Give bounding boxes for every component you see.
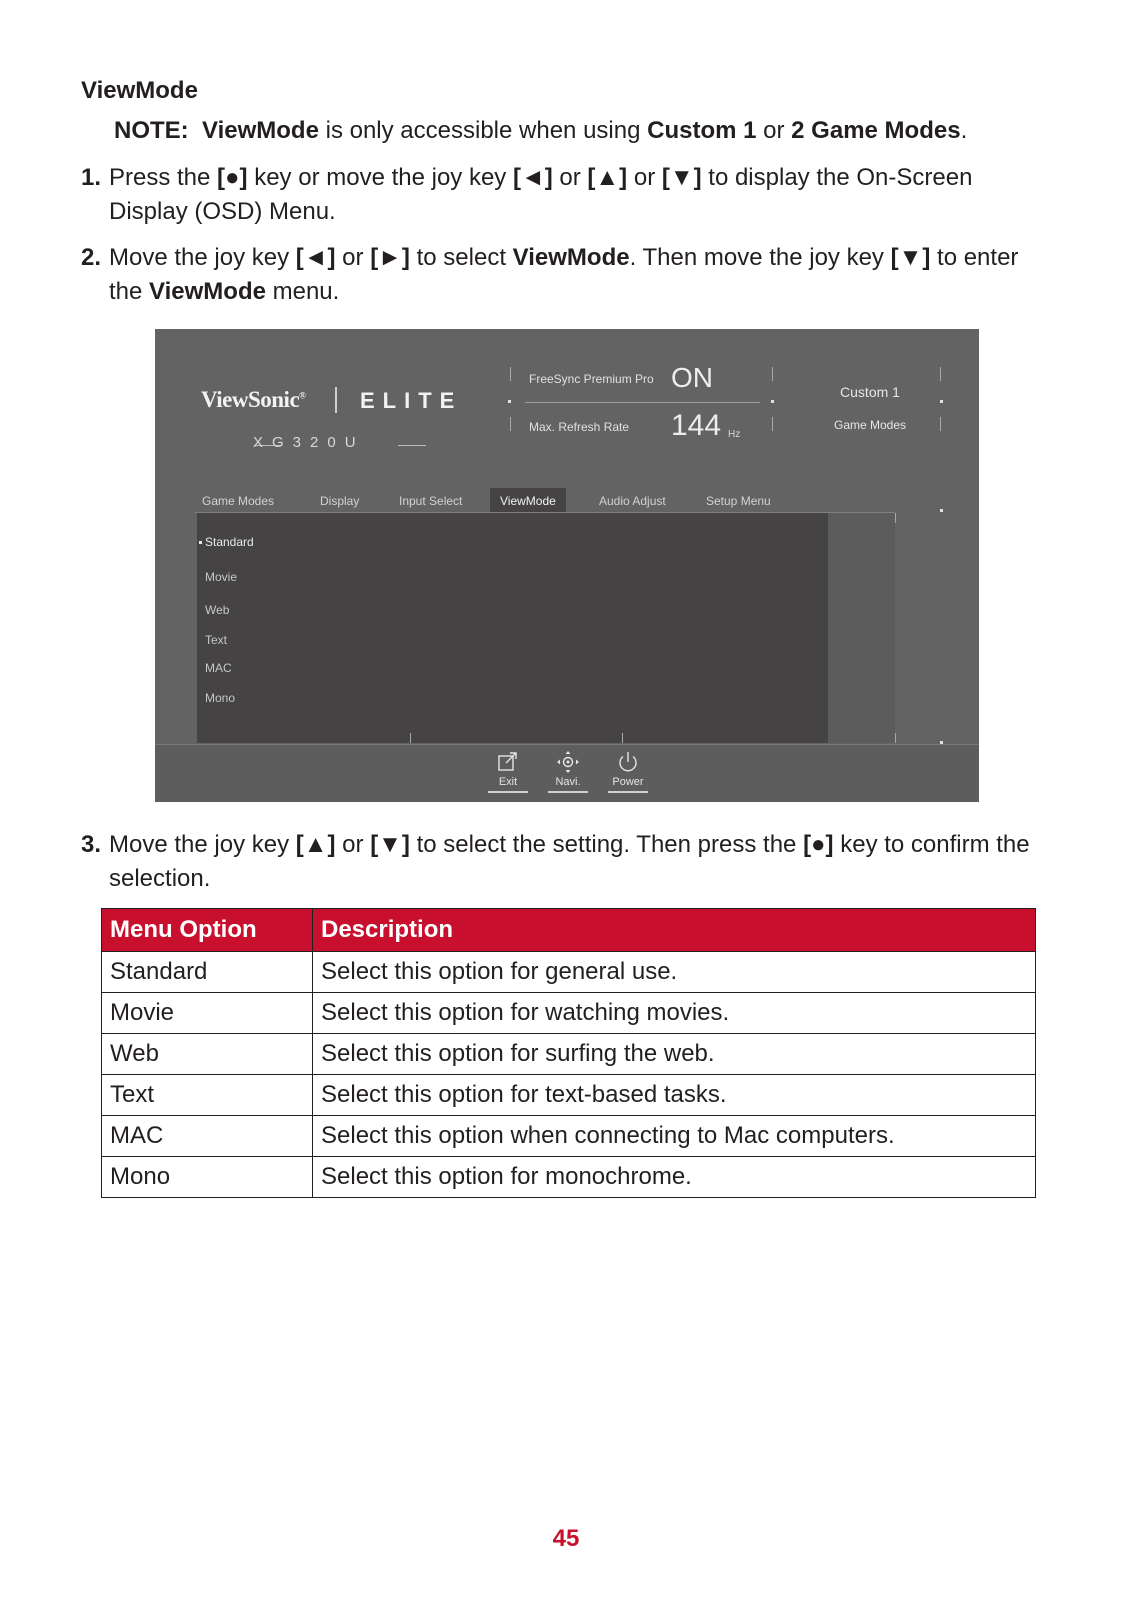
- dot: [508, 400, 511, 403]
- viewmode-panel: [197, 513, 828, 743]
- divider: [510, 367, 511, 381]
- step-1: 1. Press the [●] key or move the joy key [◄] or [▲] or [▼] to display the On-Screen Display (OSD) Menu.: [81, 161, 1051, 229]
- divider: [772, 367, 773, 381]
- description-cell: Select this option for general use.: [313, 952, 1036, 993]
- header-description: Description: [313, 909, 1036, 952]
- freesync-label: FreeSync Premium Pro: [529, 372, 654, 386]
- tab-audio-adjust[interactable]: Audio Adjust: [599, 494, 666, 508]
- button-underline: [488, 791, 528, 793]
- key-left: [◄]: [512, 164, 553, 191]
- note-custom1: Custom 1: [647, 117, 757, 144]
- exit-label: Exit: [498, 776, 518, 788]
- viewmode-options-table: [101, 908, 1036, 1198]
- description-cell: Select this option when connecting to Mac computers.: [313, 1116, 1036, 1157]
- divider: [895, 733, 896, 743]
- logo-divider: [335, 387, 337, 413]
- key-left: [◄]: [295, 244, 336, 271]
- key-press: [●]: [803, 831, 834, 858]
- key-right: [►]: [370, 244, 410, 271]
- current-mode-group: Game Modes: [833, 418, 907, 432]
- key-down: [▼]: [370, 831, 410, 858]
- dot: [940, 509, 943, 512]
- divider: [940, 417, 941, 431]
- exit-button[interactable]: [488, 744, 528, 793]
- elite-logo: ELITE: [360, 388, 463, 413]
- page-number: 45: [552, 1525, 580, 1552]
- note: NOTE: ViewMode is only accessible when using Custom 1 or 2 Game Modes.: [114, 117, 968, 144]
- submenu-panel: [828, 513, 895, 743]
- key-up: [▲]: [295, 831, 336, 858]
- refresh-rate-unit: Hz: [728, 429, 741, 440]
- osd-screenshot: [155, 329, 979, 801]
- viewmode-item-mac[interactable]: MAC: [205, 661, 232, 675]
- key-down: [▼]: [890, 244, 931, 271]
- table-row: [102, 952, 1036, 993]
- model-name: XG320U: [253, 434, 365, 451]
- option-cell: MAC: [102, 1116, 313, 1157]
- option-cell: Text: [102, 1075, 313, 1116]
- model-line-right: [398, 445, 426, 446]
- tab-display[interactable]: Display: [320, 494, 360, 508]
- note-game-modes: 2 Game Modes: [791, 117, 961, 144]
- step-number: 1.: [81, 164, 102, 191]
- note-viewmode: ViewMode: [202, 117, 319, 144]
- joystick-navigation-icon: [556, 750, 580, 774]
- table-row: [102, 1034, 1036, 1075]
- divider: [940, 367, 941, 381]
- divider: [622, 733, 623, 743]
- note-prefix: NOTE:: [114, 117, 189, 144]
- description-cell: Select this option for surfing the web.: [313, 1034, 1036, 1075]
- option-cell: Movie: [102, 993, 313, 1034]
- divider: [410, 733, 411, 743]
- refresh-rate-value: 144: [671, 409, 722, 442]
- power-icon: [616, 750, 640, 774]
- power-button[interactable]: [608, 744, 648, 793]
- step-2: 2. Move the joy key [◄] or [►] to select ViewMode. Then move the joy key [▼] to enter the ViewMode menu.: [81, 241, 1051, 309]
- navi-label: Navi.: [555, 776, 581, 788]
- key-down: [▼]: [661, 164, 702, 191]
- section-heading: ViewMode: [81, 77, 198, 104]
- refresh-rate-label: Max. Refresh Rate: [529, 420, 630, 434]
- viewmode-item-web[interactable]: Web: [205, 603, 230, 617]
- tab-setup-menu[interactable]: Setup Menu: [706, 494, 771, 508]
- step-3: 3. Move the joy key [▲] or [▼] to select the setting. Then press the [●] key to confirm the selection.: [81, 828, 1051, 896]
- table-header-row: [102, 909, 1036, 952]
- viewmode-item-standard[interactable]: Standard: [205, 535, 254, 549]
- current-mode: Custom 1: [840, 384, 900, 400]
- viewsonic-logo: ViewSonic®: [201, 387, 306, 412]
- tab-game-modes[interactable]: Game Modes: [202, 494, 275, 508]
- table-row: [102, 993, 1036, 1034]
- dot: [940, 400, 943, 403]
- table-row: [102, 1157, 1036, 1198]
- key-up: [▲]: [587, 164, 628, 191]
- table-row: [102, 1116, 1036, 1157]
- tab-viewmode[interactable]: ViewMode: [490, 488, 566, 512]
- info-divider: [525, 402, 760, 403]
- navi-button[interactable]: [548, 744, 588, 793]
- dot: [771, 400, 774, 403]
- header-menu-option: Menu Option: [102, 909, 313, 952]
- step-number: 3.: [81, 831, 102, 858]
- option-cell: Standard: [102, 952, 313, 993]
- divider: [895, 513, 896, 523]
- divider: [510, 417, 511, 431]
- key-press: [●]: [217, 164, 248, 191]
- exit-icon: [496, 750, 520, 774]
- step-number: 2.: [81, 244, 102, 271]
- freesync-value: ON: [671, 362, 713, 393]
- viewmode-item-text[interactable]: Text: [205, 633, 228, 647]
- description-cell: Select this option for watching movies.: [313, 993, 1036, 1034]
- description-cell: Select this option for text-based tasks.: [313, 1075, 1036, 1116]
- viewmode-item-mono[interactable]: Mono: [205, 691, 236, 705]
- option-cell: Web: [102, 1034, 313, 1075]
- button-underline: [608, 791, 648, 793]
- description-cell: Select this option for monochrome.: [313, 1157, 1036, 1198]
- option-cell: Mono: [102, 1157, 313, 1198]
- table-row: [102, 1075, 1036, 1116]
- osd-tabs: [155, 488, 915, 512]
- viewmode-item-movie[interactable]: Movie: [205, 570, 238, 584]
- button-underline: [548, 791, 588, 793]
- divider: [772, 417, 773, 431]
- power-label: Power: [612, 776, 644, 788]
- tab-input-select[interactable]: Input Select: [399, 494, 463, 508]
